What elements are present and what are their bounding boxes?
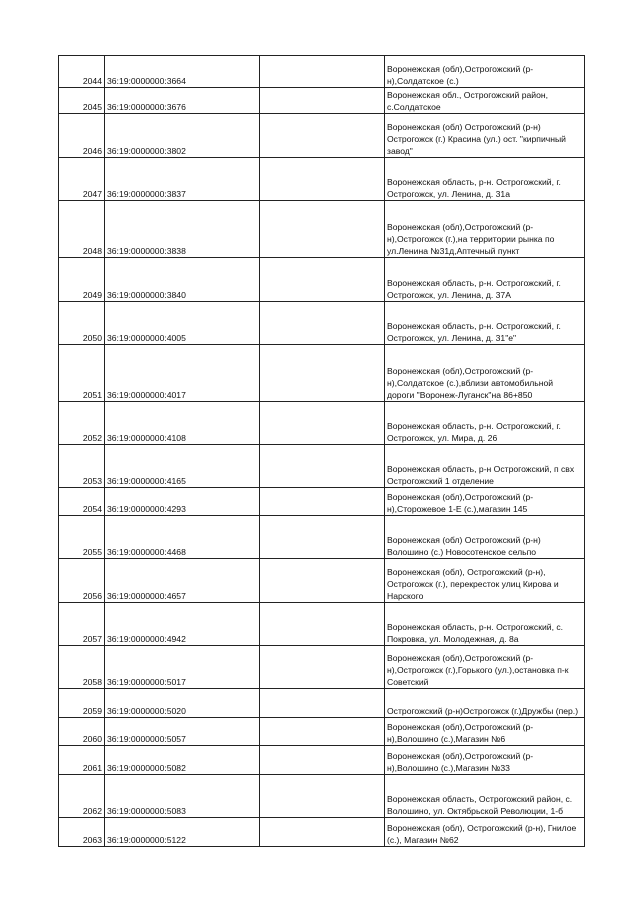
address-cell: Воронежская область, Острогожский район, с. Волошино, ул. Октябрьской Революции, 1-б [385,775,585,818]
registry-table [58,55,585,847]
table-row [59,516,585,559]
address-cell: Воронежская область, р-н. Острогожский, г. Острогожск, ул. Мира, д. 26 [385,402,585,445]
table-row [59,689,585,718]
table-row [59,201,585,258]
address-cell: Воронежская (обл),Острогожский (р-н),Острогожск (г.),Горького (ул.),остановка п-к Советский [385,646,585,689]
table-row [59,88,585,114]
table-row [59,445,585,488]
empty-cell [260,56,385,88]
row-number-cell: 2052 [59,402,105,445]
row-number-cell: 2053 [59,445,105,488]
cadastral-number-cell: 36:19:0000000:3838 [105,201,260,258]
cadastral-number-cell: 36:19:0000000:4293 [105,488,260,516]
address-cell: Воронежская (обл), Острогожский (р-н), Гнилое (с.), Магазин №62 [385,818,585,847]
empty-cell [260,746,385,775]
table-row [59,559,585,603]
cadastral-number-cell: 36:19:0000000:4942 [105,603,260,646]
cadastral-number-cell: 36:19:0000000:4108 [105,402,260,445]
row-number-cell: 2046 [59,114,105,158]
table-row [59,818,585,847]
empty-cell [260,689,385,718]
address-cell: Воронежская (обл) Острогожский (р-н) Острогожск (г.) Красина (ул.) ост. "кирпичный завод" [385,114,585,158]
table-row [59,718,585,746]
cadastral-number-cell: 36:19:0000000:3664 [105,56,260,88]
row-number-cell: 2047 [59,158,105,201]
cadastral-number-cell: 36:19:0000000:5082 [105,746,260,775]
cadastral-number-cell: 36:19:0000000:5083 [105,775,260,818]
row-number-cell: 2050 [59,302,105,345]
cadastral-number-cell: 36:19:0000000:4005 [105,302,260,345]
row-number-cell: 2056 [59,559,105,603]
table-row [59,302,585,345]
row-number-cell: 2057 [59,603,105,646]
empty-cell [260,258,385,302]
row-number-cell: 2059 [59,689,105,718]
empty-cell [260,718,385,746]
cadastral-number-cell: 36:19:0000000:4468 [105,516,260,559]
cadastral-number-cell: 36:19:0000000:3676 [105,88,260,114]
row-number-cell: 2060 [59,718,105,746]
address-cell: Воронежская (обл),Острогожский (р-н),Сторожевое 1-Е (с.),магазин 145 [385,488,585,516]
address-cell: Воронежская (обл),Острогожский (р-н),Солдатское (с.) [385,56,585,88]
table-row [59,746,585,775]
empty-cell [260,345,385,402]
address-cell: Воронежская область, р-н. Острогожский, с. Покровка, ул. Молодежная, д. 8а [385,603,585,646]
address-cell: Воронежская область, р-н. Острогожский, г. Острогожск, ул. Ленина, д. 37А [385,258,585,302]
table-row [59,345,585,402]
address-cell: Воронежская область, р-н. Острогожский, г. Острогожск, ул. Ленина, д. 31а [385,158,585,201]
empty-cell [260,488,385,516]
cadastral-number-cell: 36:19:0000000:5122 [105,818,260,847]
empty-cell [260,775,385,818]
table-row [59,646,585,689]
empty-cell [260,88,385,114]
cadastral-number-cell: 36:19:0000000:4657 [105,559,260,603]
table-row [59,56,585,88]
address-cell: Воронежская (обл) Острогожский (р-н) Волошино (с.) Новосотенское сельпо [385,516,585,559]
empty-cell [260,158,385,201]
table-row [59,603,585,646]
table-row [59,258,585,302]
empty-cell [260,516,385,559]
address-cell: Воронежская (обл),Острогожский (р-н),Острогожск (г.),на территории рынка по ул.Ленина №31д,Аптечный пункт [385,201,585,258]
row-number-cell: 2044 [59,56,105,88]
address-cell: Воронежская область, р-н Острогожский, п свх Острогожский 1 отделение [385,445,585,488]
table-row [59,488,585,516]
cadastral-number-cell: 36:19:0000000:3802 [105,114,260,158]
empty-cell [260,402,385,445]
address-cell: Воронежская (обл),Острогожский (р-н),Волошино (с.),Магазин №6 [385,718,585,746]
row-number-cell: 2055 [59,516,105,559]
cadastral-number-cell: 36:19:0000000:5020 [105,689,260,718]
address-cell: Острогожский (р-н)Острогожск (г.)Дружбы (пер.) [385,689,585,718]
cadastral-number-cell: 36:19:0000000:4017 [105,345,260,402]
cadastral-number-cell: 36:19:0000000:3837 [105,158,260,201]
cadastral-number-cell: 36:19:0000000:4165 [105,445,260,488]
empty-cell [260,646,385,689]
row-number-cell: 2063 [59,818,105,847]
table-row [59,114,585,158]
row-number-cell: 2061 [59,746,105,775]
address-cell: Воронежская (обл),Острогожский (р-н),Солдатское (с.),вблизи автомобильной дороги "Воронеж-Луганск"на 86+850 [385,345,585,402]
address-cell: Воронежская (обл),Острогожский (р-н),Волошино (с.),Магазин №33 [385,746,585,775]
table-row [59,158,585,201]
cadastral-number-cell: 36:19:0000000:5017 [105,646,260,689]
empty-cell [260,201,385,258]
cadastral-number-cell: 36:19:0000000:5057 [105,718,260,746]
row-number-cell: 2054 [59,488,105,516]
row-number-cell: 2048 [59,201,105,258]
row-number-cell: 2051 [59,345,105,402]
address-cell: Воронежская область, р-н. Острогожский, г. Острогожск, ул. Ленина, д. 31"е" [385,302,585,345]
empty-cell [260,302,385,345]
address-cell: Воронежская обл., Острогожский район, с.Солдатское [385,88,585,114]
empty-cell [260,603,385,646]
empty-cell [260,559,385,603]
table-row [59,775,585,818]
row-number-cell: 2058 [59,646,105,689]
empty-cell [260,818,385,847]
row-number-cell: 2045 [59,88,105,114]
cadastral-number-cell: 36:19:0000000:3840 [105,258,260,302]
empty-cell [260,114,385,158]
address-cell: Воронежская (обл), Острогожский (р-н), Острогожск (г.), перекресток улиц Кирова и Нарского [385,559,585,603]
registry-table-body [59,56,585,847]
empty-cell [260,445,385,488]
row-number-cell: 2062 [59,775,105,818]
table-row [59,402,585,445]
row-number-cell: 2049 [59,258,105,302]
